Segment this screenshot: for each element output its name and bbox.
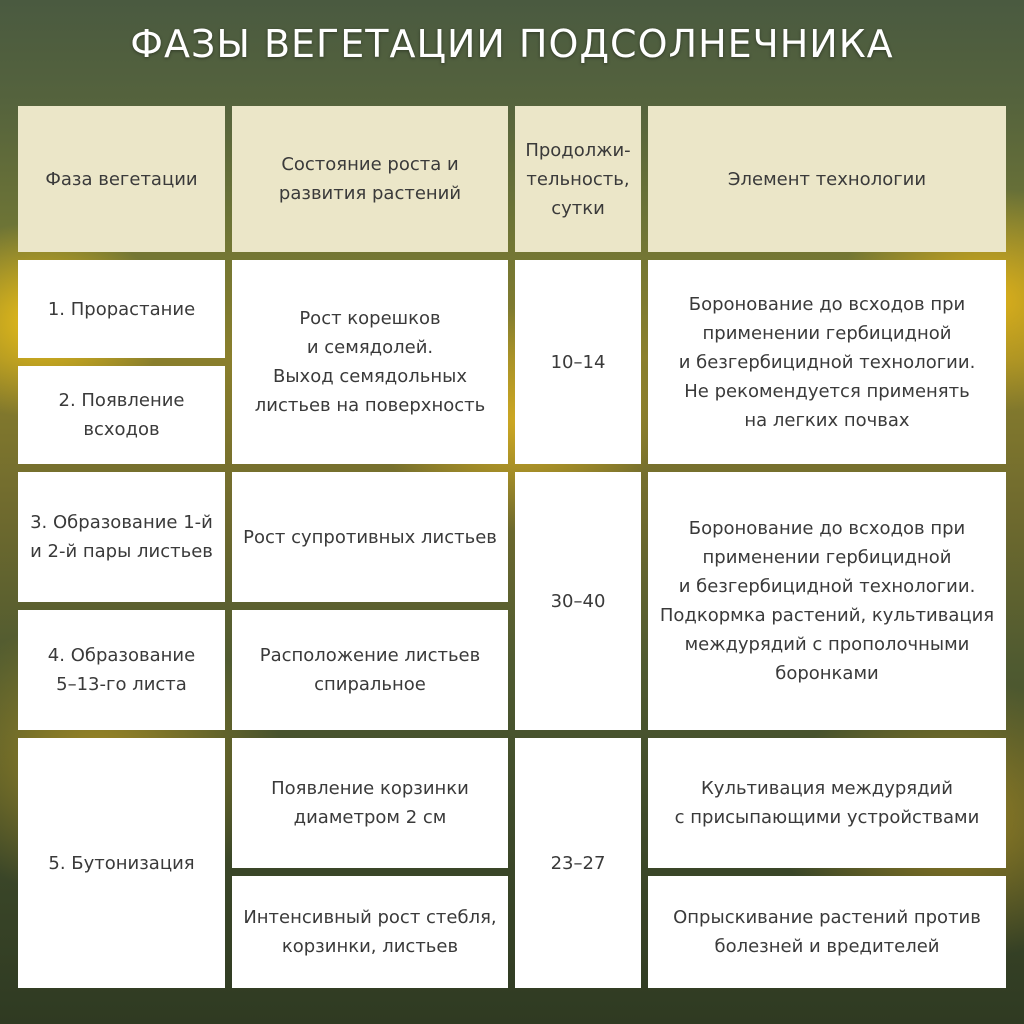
page-title: ФАЗЫ ВЕГЕТАЦИИ ПОДСОЛНЕЧНИКА — [130, 22, 894, 66]
state-text: Интенсивный рост стебля, корзинки, листьев — [243, 907, 497, 957]
phase-label: 1. Прорастание — [47, 298, 196, 320]
technology-cell-2 — [648, 472, 1006, 730]
header-phase — [18, 106, 225, 252]
technology-cell-3 — [648, 738, 1006, 868]
header-duration-label: Продолжи- тельность, сутки — [525, 139, 631, 219]
phase-label: 2. Появление всходов — [58, 390, 185, 440]
state-text: Расположение листьев спиральное — [259, 645, 481, 695]
header-technology-label: Элемент технологии — [727, 168, 927, 190]
state-cell-5 — [232, 876, 508, 988]
phase-label: 5. Бутонизация — [48, 852, 195, 874]
duration-cell-1 — [515, 260, 641, 464]
technology-text: Боронование до всходов при применении гербицидной и безгербицидной технологии. Подкормка растений, культивация междурядий с прополочными боронками — [659, 518, 995, 684]
phase-label: 4. Образование 5–13-го листа — [47, 645, 196, 695]
technology-text: Культивация междурядий с присыпающими устройствами — [674, 778, 980, 828]
header-phase-label: Фаза вегетации — [45, 168, 198, 190]
state-text: Появление корзинки диаметром 2 см — [271, 778, 469, 828]
duration-cell-3 — [515, 738, 641, 988]
phase-label: 3. Образование 1-й и 2-й пары листьев — [30, 512, 213, 562]
duration-value: 23–27 — [550, 852, 606, 874]
state-cell-3 — [232, 610, 508, 730]
header-technology — [648, 106, 1006, 252]
technology-text: Боронование до всходов при применении гербицидной и безгербицидной технологии. Не рекомендуется применять на легких почвах — [678, 293, 976, 431]
state-cell-2 — [232, 472, 508, 602]
state-text: Рост корешков и семядолей. Выход семядольных листьев на поверхность — [254, 308, 486, 416]
state-text: Рост супротивных листьев — [243, 526, 497, 548]
duration-value: 30–40 — [550, 590, 606, 612]
technology-text: Опрыскивание растений против болезней и вредителей — [673, 907, 981, 957]
technology-cell-4 — [648, 876, 1006, 988]
phase-cell-4 — [18, 610, 225, 730]
phase-cell-1 — [18, 260, 225, 358]
duration-value: 10–14 — [550, 352, 606, 373]
phase-cell-5 — [18, 738, 225, 988]
phase-cell-2 — [18, 366, 225, 464]
phase-cell-3 — [18, 472, 225, 602]
header-state-label: Состояние роста и развития растений — [278, 154, 462, 204]
header-state — [232, 106, 508, 252]
state-cell-1 — [232, 260, 508, 464]
state-cell-4 — [232, 738, 508, 868]
duration-cell-2 — [515, 472, 641, 730]
header-duration — [515, 106, 641, 252]
technology-cell-1 — [648, 260, 1006, 464]
